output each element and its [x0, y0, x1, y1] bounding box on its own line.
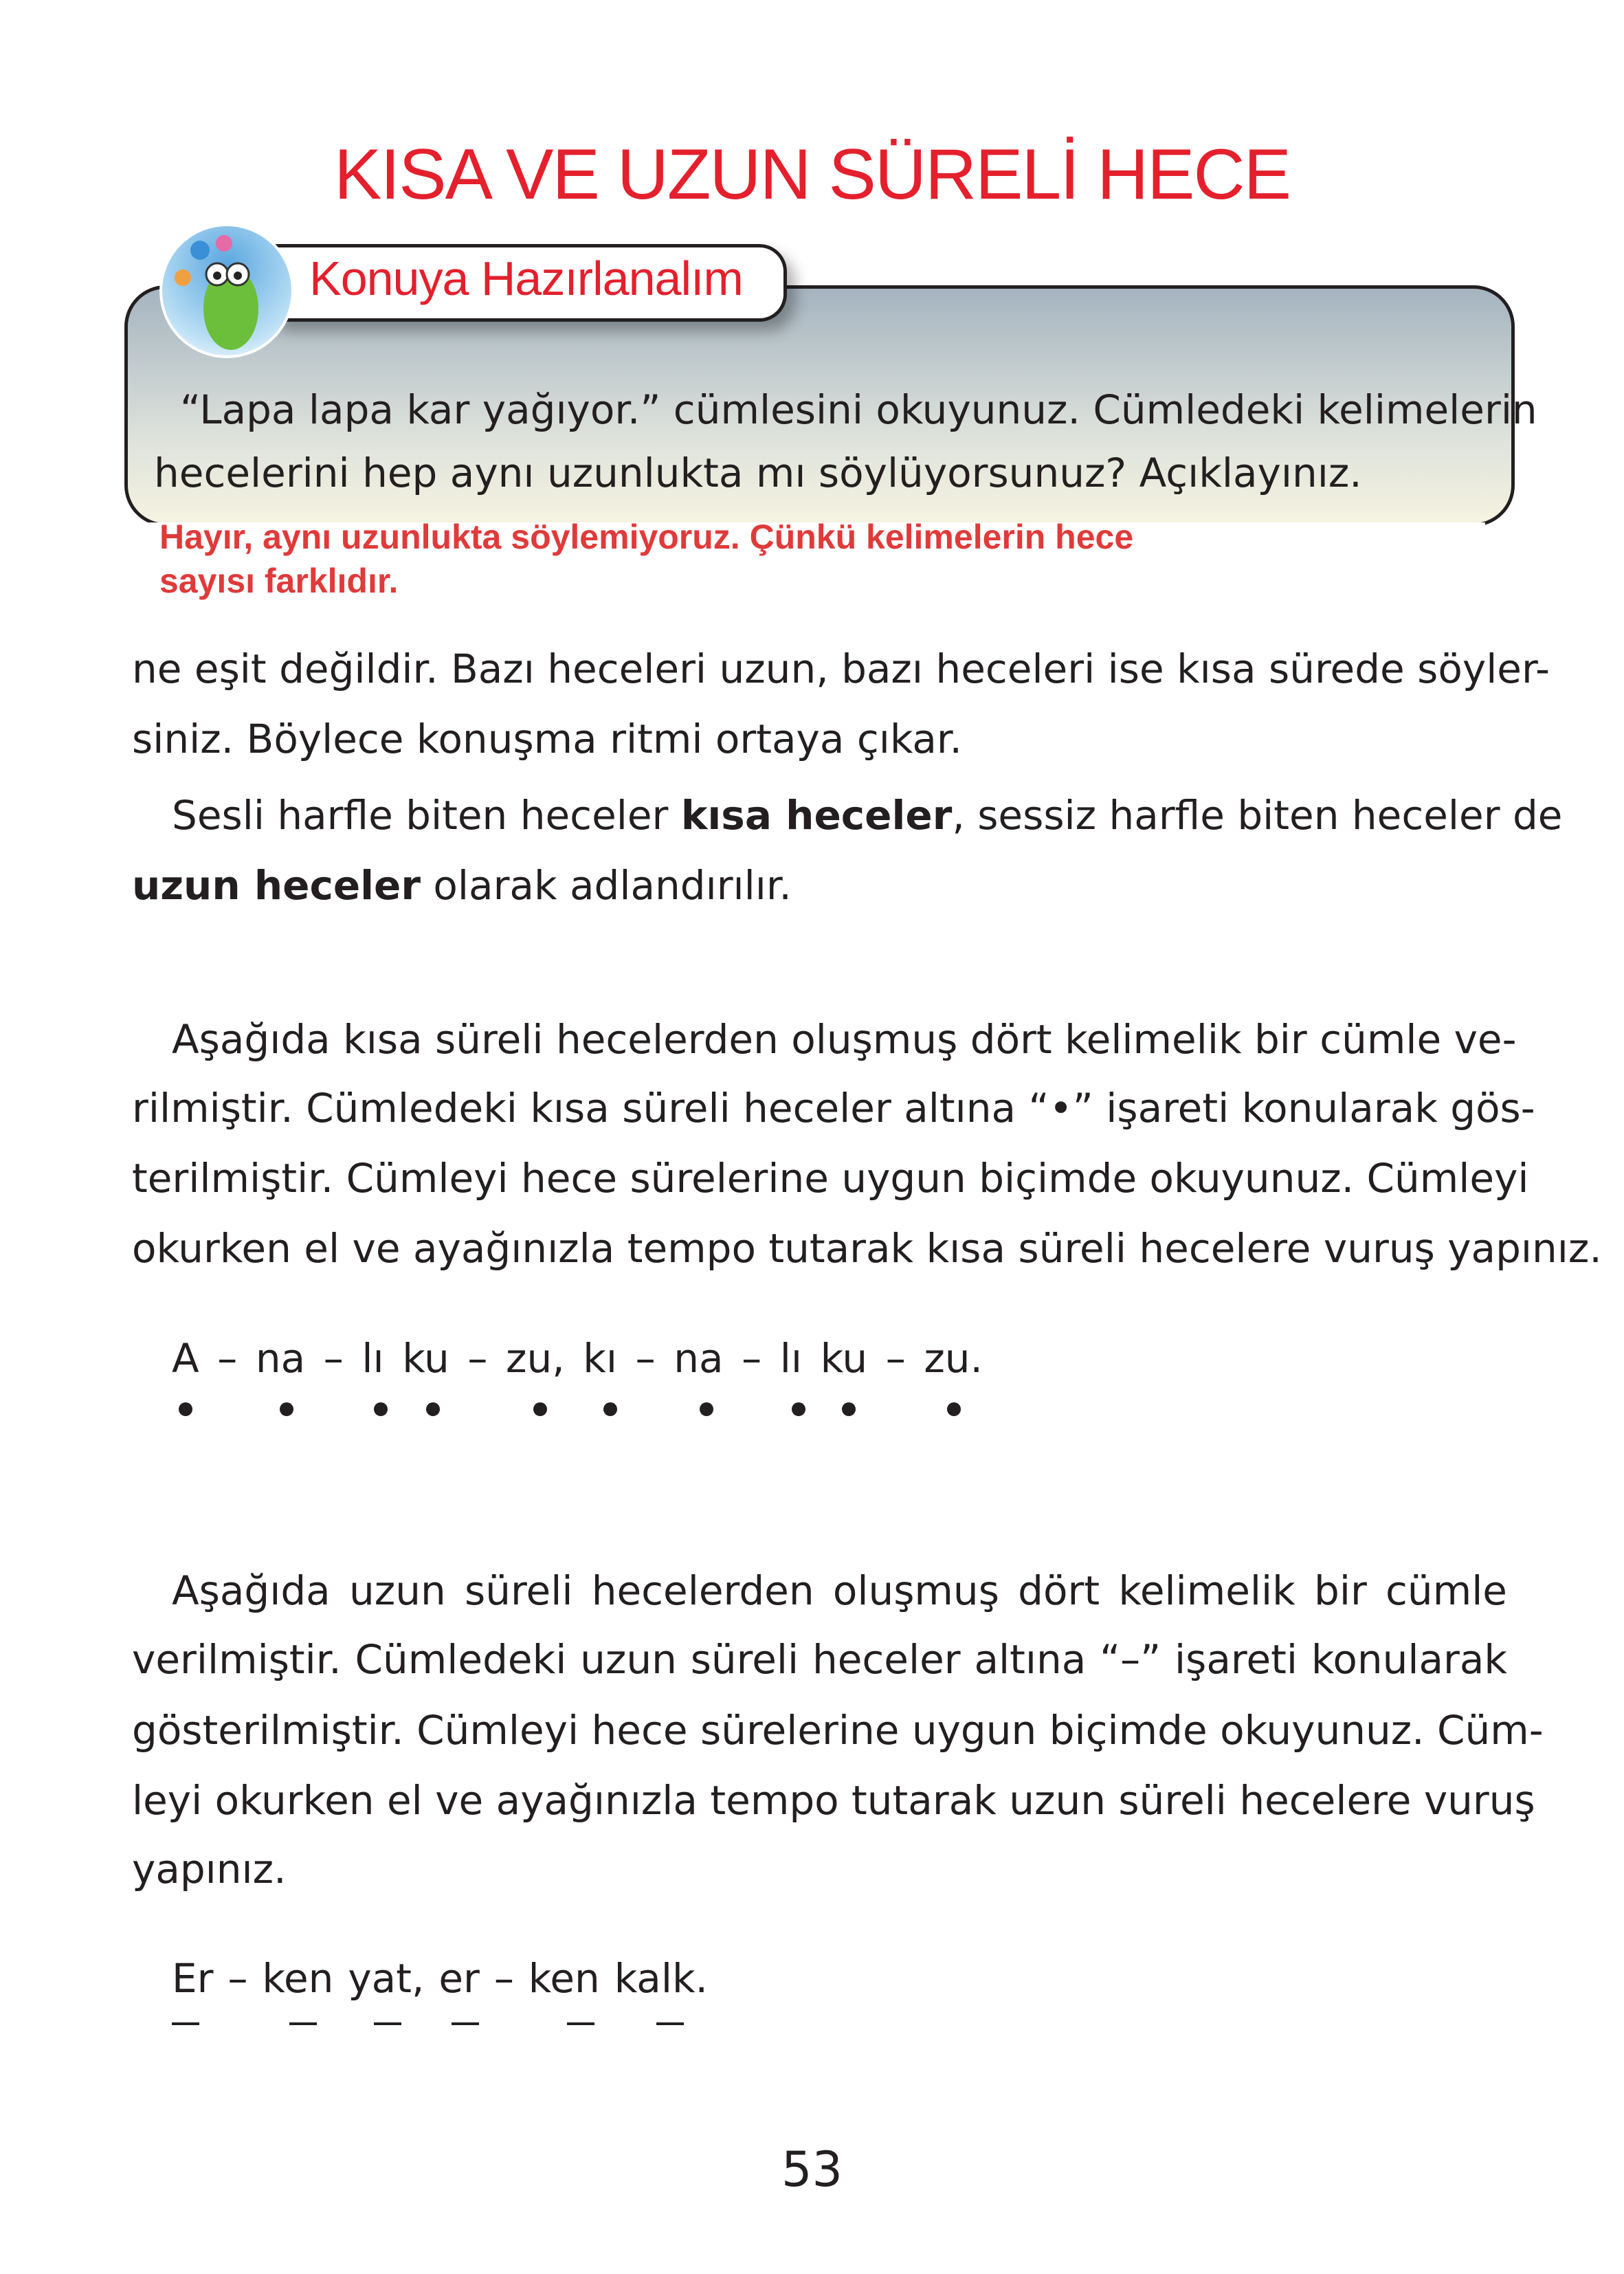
body-line: gösterilmiştir. Cümleyi hece sürelerine uygun biçimde okuyunuz. Cüm- — [132, 1707, 1544, 1754]
body-line: terilmiştir. Cümleyi hece sürelerine uygun biçimde okuyunuz. Cümleyi — [132, 1155, 1529, 1202]
long-mark — [374, 2022, 401, 2025]
section-label: Konuya Hazırlanalım — [309, 252, 743, 305]
body-line: okurken el ve ayağınızla tempo tutarak kısa süreli hecelere vuruş yapınız. — [132, 1225, 1602, 1272]
body-line: rilmiştir. Cümledeki kısa süreli heceler altına “•” işareti konularak gös- — [132, 1085, 1535, 1132]
short-mark — [842, 1402, 856, 1416]
body-line: siniz. Böylece konuşma ritmi ortaya çıkar. — [132, 716, 962, 762]
long-mark — [656, 2022, 684, 2025]
long-mark — [172, 2022, 199, 2025]
body-line: ne eşit değildir. Bazı heceleri uzun, bazı heceleri ise kısa sürede söyler- — [132, 645, 1550, 692]
body-line: Aşağıda kısa süreli hecelerden oluşmuş dört kelimelik bir cümle ve- — [172, 1016, 1517, 1063]
body-line — [132, 861, 1507, 909]
term-short: kısa heceler — [680, 792, 953, 839]
long-mark — [289, 2022, 317, 2025]
answer-line: Hayır, aynı uzunlukta söylemiyoruz. Çünkü kelimelerin hece — [159, 518, 1134, 556]
frog-mascot-icon — [159, 223, 294, 358]
body-line: Aşağıda uzun süreli hecelerden oluşmuş dört kelimelik bir cümle — [172, 1567, 1507, 1614]
short-mark — [603, 1402, 617, 1416]
prompt-line: hecelerini hep aynı uzunlukta mı söylüyorsunuz? Açıklayınız. — [154, 450, 1362, 496]
short-mark — [792, 1402, 805, 1416]
page-number: 53 — [781, 2141, 843, 2198]
body-line: leyi okurken el ve ayağınızla tempo tutarak uzun süreli hecelere vuruş — [132, 1777, 1535, 1824]
text: olarak adlandırılır. — [421, 862, 792, 909]
term-long: uzun heceler — [132, 862, 421, 909]
short-mark — [374, 1402, 388, 1416]
short-mark — [947, 1402, 961, 1416]
text: Sesli harfle biten heceler — [172, 792, 681, 839]
page-title: KISA VE UZUN SÜRELİ HECE — [333, 135, 1291, 214]
short-mark — [533, 1402, 547, 1416]
body-line: yapınız. — [132, 1846, 287, 1892]
example-long: Er – ken yat, er – ken kalk. — [172, 1955, 708, 2002]
short-mark — [280, 1402, 293, 1416]
short-mark — [179, 1402, 192, 1416]
body-line: verilmiştir. Cümledeki uzun süreli heceler altına “–” işareti konularak — [132, 1636, 1507, 1683]
body-line — [172, 791, 1563, 839]
prompt-line: “Lapa lapa kar yağıyor.” cümlesini okuyunuz. Cümledeki kelimelerin — [180, 386, 1537, 433]
example-short: A – na – lı ku – zu, kı – na – lı ku – zu. — [172, 1335, 983, 1382]
text: , sessiz harfle biten heceler de — [952, 792, 1563, 839]
short-mark — [426, 1402, 440, 1416]
long-mark — [452, 2022, 479, 2025]
short-mark — [700, 1402, 713, 1416]
long-mark — [567, 2022, 594, 2025]
answer-line: sayısı farklıdır. — [159, 562, 399, 600]
